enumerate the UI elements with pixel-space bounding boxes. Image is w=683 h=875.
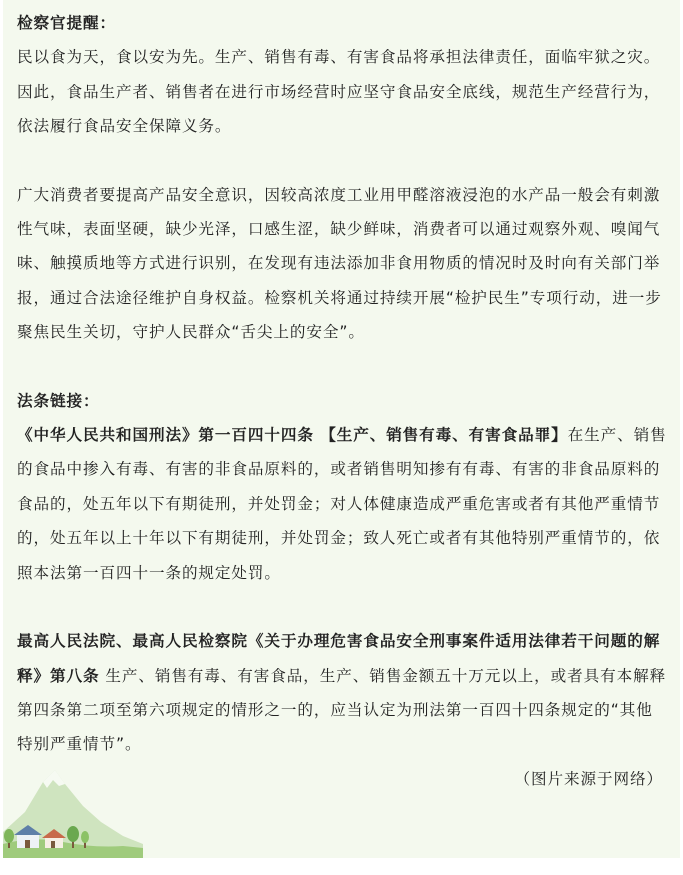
paragraph-spacer (17, 590, 669, 624)
law-clause-1-title: 《中华人民共和国刑法》第一百四十四条 【生产、销售有毒、有害食品罪】 (17, 426, 568, 445)
reminder-paragraph-2: 广大消费者要提高产品安全意识，因较高浓度工业用甲醛溶液浸泡的水产品一般会有刺激性气味，表面坚硬，缺少光泽，口感生涩，缺少鲜味，消费者可以通过观察外观、嗅闻气味、触摸质地等方式进行识别，在发现有违法添加非食用物质的情况时及时向有关部门举报，通过合法途径维护自身权益。检察机关将通过持续开展“检护民生”专项行动，进一步聚焦民生关切，守护人民群众“舌尖上的安全”。 (17, 185, 662, 342)
article-content (17, 6, 669, 796)
law-clause-2-body: 生产、销售有毒、有害食品，生产、销售金额五十万元以上，或者具有本解释第四条第二项至第六项规定的情形之一的，应当认定为刑法第一百四十四条规定的“其他特别严重情节”。 (17, 666, 667, 754)
paragraph-spacer (17, 144, 669, 178)
law-clause-1 (17, 418, 669, 590)
law-heading: 法条链接： (17, 391, 100, 410)
reminder-heading: 检察官提醒： (17, 14, 116, 32)
law-clause-2 (17, 624, 669, 762)
image-source-note: （图片来源于网络） (514, 769, 663, 788)
paragraph-spacer (17, 350, 669, 384)
article-card (3, 0, 680, 858)
law-clause-2-title: 最高人民法院、最高人民检察院《关于办理危害食品安全刑事案件适用法律若干问题的解释》第八条 (17, 632, 661, 685)
reminder-paragraph-1: 民以食为天，食以安为先。生产、销售有毒、有害食品将承担法律责任，面临牢狱之灾。因此，食品生产者、销售者在进行市场经营时应坚守食品安全底线，规范生产经营行为，依法履行食品安全保障义务。 (17, 48, 661, 136)
law-clause-1-body: 在生产、销售的食品中掺入有毒、有害的非食品原料的，或者销售明知掺有有毒、有害的非食品原料的食品的，处五年以下有期徒刑，并处罚金；对人体健康造成严重危害或者有其他严重情节的，处五年以上十年以下有期徒刑，并处罚金；致人死亡或者有其他特别严重情节的，依照本法第一百四十一条的规定处罚。 (17, 426, 667, 582)
landscape-illustration (3, 762, 143, 858)
